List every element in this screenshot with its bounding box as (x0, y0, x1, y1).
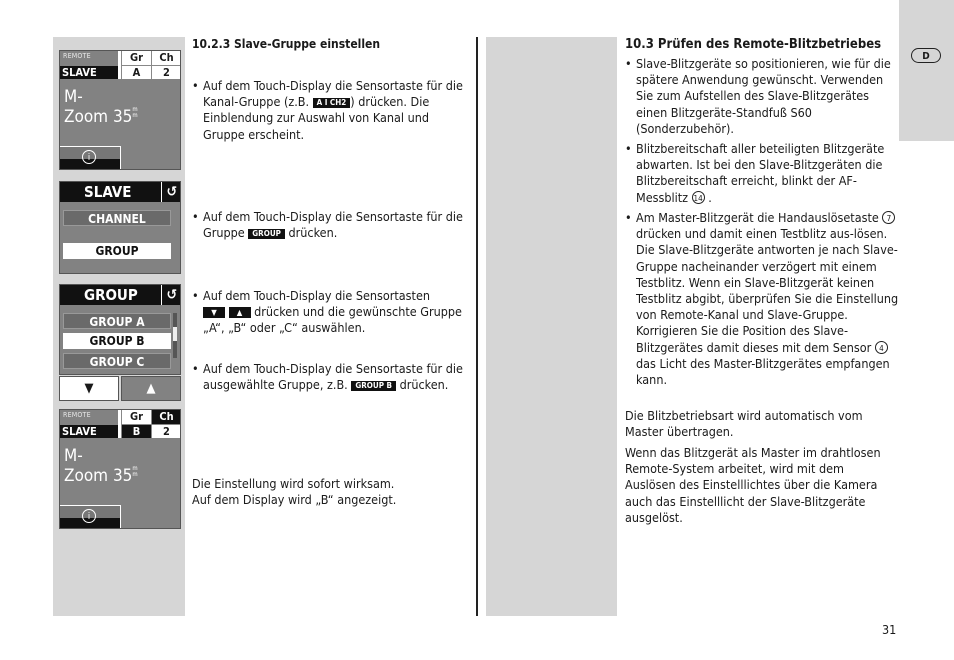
group-badge: GROUP (248, 229, 285, 239)
group-c-button[interactable]: GROUP C (63, 353, 171, 369)
arrow-up-button[interactable]: ▲ (121, 376, 181, 401)
check-bullet-3: • Am Master-Blitzgerät die Handauslösetaste 7 drücken und damit einen Testblitz aus-lösen. Die Slave-Blitzgeräte antworten je nach Slave-Gruppe nacheinander verzögert mit einem Testblitz. Wenn ein Slave-Blitzgerät keinen Testblitz abgibt, überprüfen Sie die Einstellung von Remote-Kanal und Slave-Gruppe. Korrigieren Sie die Position des Slave-Blitzgerätes damit dieses mit dem Sensor 4 das Licht des Master-Blitzgerätes empfangen kann. (636, 210, 899, 388)
group-header: Gr (129, 410, 143, 423)
language-badge: D (911, 48, 941, 63)
channel-button[interactable]: CHANNEL (63, 210, 171, 226)
channel-value: 2 (152, 65, 181, 79)
check-bullet-2: • Blitzbereitschaft aller beteiligten Blitzgeräte abwarten. Ist bei den Slave-Blitzgeräten die Blitzbereitschaft erreicht, blinkt der AF-Messblitz 14 . (636, 141, 899, 206)
scroll-thumb[interactable] (173, 327, 177, 341)
section-heading-10-2-3: 10.2.3 Slave-Gruppe einstellen (192, 37, 381, 51)
info-icon: i (82, 509, 96, 523)
mode-line: M- (64, 87, 83, 107)
arrow-up-icon: ▲ (229, 307, 251, 318)
group-cell[interactable] (121, 410, 151, 438)
group-button[interactable]: GROUP (63, 243, 171, 259)
channel-header: Ch (159, 51, 174, 64)
language-tab (899, 0, 954, 141)
remote-indicator (60, 410, 118, 438)
zoom-line: Zoom 35 (64, 107, 133, 127)
menu-slave (59, 181, 181, 274)
check-bullet-1: • Slave-Blitzgeräte so positionieren, wie für die spätere Anwendung gewünscht. Verwenden Sie zum Aufstellen des Slave-Blitzgerätes einen Blitzgeräte-Standfuß S60 (Sonderzubehör). (636, 56, 899, 137)
arrow-buttons (59, 376, 181, 401)
scrollbar[interactable] (173, 313, 177, 358)
channel-value: 2 (152, 424, 181, 438)
step-2: • Auf dem Touch-Display die Sensortaste für die Gruppe GROUP drücken. (203, 209, 465, 241)
group-value: B (122, 424, 151, 438)
group-cell[interactable] (121, 51, 151, 79)
section-heading-10-3: 10.3 Prüfen des Remote-Blitzbetriebes (625, 37, 882, 52)
info-icon: i (82, 150, 96, 164)
group-header: Gr (129, 51, 143, 64)
remote-label: REMOTE (63, 52, 91, 60)
back-icon[interactable]: ↺ (161, 182, 177, 202)
column-divider (476, 37, 478, 616)
slave-label: SLAVE (60, 66, 118, 79)
page-number: 31 (882, 622, 897, 637)
channel-cell[interactable] (151, 51, 181, 79)
channel-cell[interactable] (151, 410, 181, 438)
arrow-down-button[interactable]: ▼ (59, 376, 119, 401)
sensor-number: 4 (875, 341, 888, 354)
arrow-down-icon: ▼ (203, 307, 225, 318)
channel-group-badge: A I CH2 (313, 98, 351, 108)
zoom-line: Zoom 35 (64, 466, 133, 486)
middle-grey-column (486, 37, 617, 616)
mode-zoom-text (64, 87, 140, 127)
mode-line: M- (64, 446, 83, 466)
remote-indicator (60, 51, 118, 79)
info-button[interactable] (60, 146, 121, 169)
paragraph-2: Wenn das Blitzgerät als Master im drahtlosen Remote-System arbeitet, wird mit dem Auslösen des Einstelllichtes über die Kamera auch das Einstelllicht der Slave-Blitzgeräte ausgelöst. (625, 445, 881, 525)
step-4: • Auf dem Touch-Display die Sensortaste für die ausgewählte Gruppe, z.B. GROUP B drücken. (203, 361, 465, 393)
mode-zoom-text (64, 446, 140, 486)
group-b-badge: GROUP B (351, 381, 396, 391)
group-value: A (122, 65, 151, 79)
back-icon[interactable]: ↺ (161, 285, 177, 305)
slave-label: SLAVE (60, 425, 118, 438)
display-slave-a (59, 50, 181, 170)
group-a-button[interactable]: GROUP A (63, 313, 171, 329)
unit-mm: m m (132, 465, 138, 478)
unit-mm: m m (132, 106, 138, 119)
trigger-button-number: 7 (882, 211, 895, 224)
paragraph-1: Die Blitzbetriebsart wird automatisch vom Master übertragen. (625, 408, 863, 440)
group-b-button[interactable]: GROUP B (63, 333, 171, 349)
info-button[interactable] (60, 505, 121, 528)
display-slave-b (59, 409, 181, 529)
menu-group-title: GROUP ↺ (60, 285, 180, 305)
result-note: Die Einstellung wird sofort wirksam. Auf dem Display wird „B“ angezeigt. (192, 476, 397, 508)
remote-label: REMOTE (63, 411, 91, 419)
step-3: • Auf dem Touch-Display die Sensortasten ▼ ▲ drücken und die gewünschte Gruppe „A“, „B“ oder „C“ auswählen. (203, 288, 465, 337)
channel-header: Ch (152, 410, 181, 424)
menu-slave-title: SLAVE ↺ (60, 182, 180, 202)
step-1: • Auf dem Touch-Display die Sensortaste für die Kanal-Gruppe (z.B. A I CH2 ) drücken. Die Einblendung zur Auswahl von Kanal und Gruppe erscheint. (203, 78, 465, 143)
menu-group (59, 284, 181, 375)
af-flash-number: 14 (692, 191, 705, 204)
